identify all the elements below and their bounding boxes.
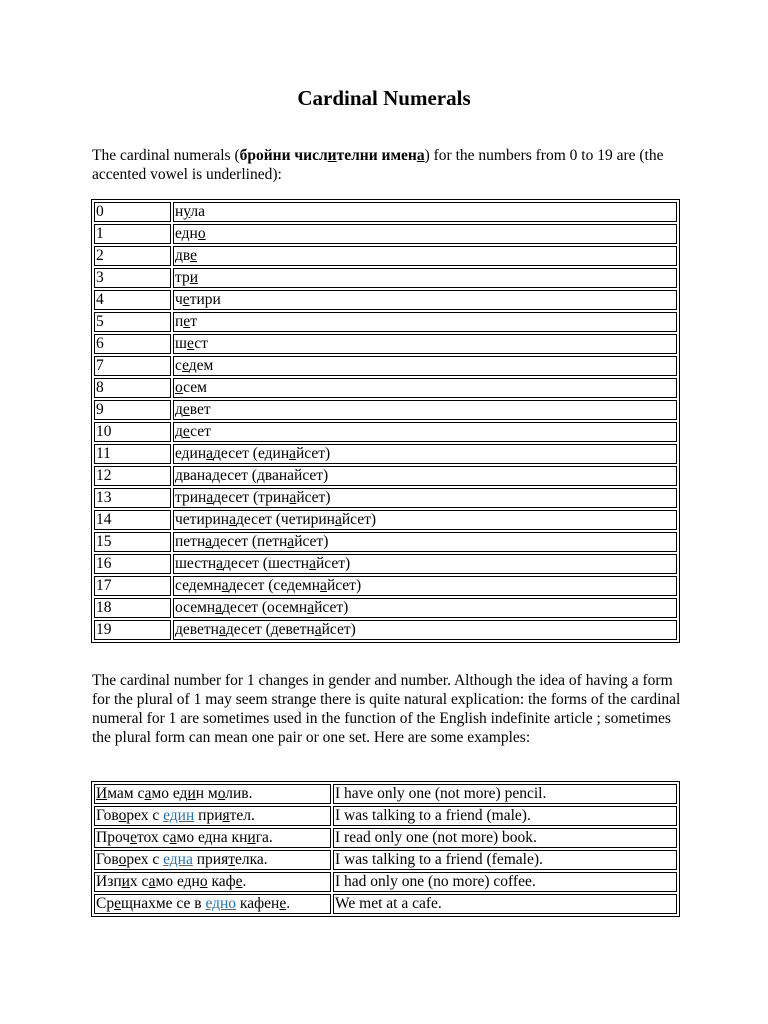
table-row bbox=[94, 828, 677, 848]
table-row bbox=[94, 872, 677, 892]
numeral-word: девет bbox=[173, 400, 677, 420]
numeral-digit: 13 bbox=[94, 488, 171, 508]
numeral-digit: 19 bbox=[94, 620, 171, 640]
numeral-word: едно bbox=[173, 224, 677, 244]
example-english: I had only one (no more) coffee. bbox=[333, 872, 677, 892]
numeral-word: деветнадесет (деветнайсет) bbox=[173, 620, 677, 640]
table-row bbox=[94, 334, 677, 354]
intro-after: ) for the numbers from 0 to 19 are (the accented vowel is underlined): bbox=[92, 147, 664, 183]
table-row bbox=[94, 554, 677, 574]
numeral-digit: 14 bbox=[94, 510, 171, 530]
numeral-word: осемнадесет (осемнайсет) bbox=[173, 598, 677, 618]
example-link[interactable]: едно bbox=[205, 895, 237, 912]
table-row bbox=[94, 510, 677, 530]
table-row bbox=[94, 268, 677, 288]
numerals-table bbox=[91, 199, 680, 643]
example-bulgarian: Имам само един молив. bbox=[94, 784, 331, 804]
numeral-digit: 9 bbox=[94, 400, 171, 420]
numeral-digit: 16 bbox=[94, 554, 171, 574]
numeral-word: осем bbox=[173, 378, 677, 398]
table-row bbox=[94, 894, 677, 914]
numeral-word: четири bbox=[173, 290, 677, 310]
numeral-digit: 3 bbox=[94, 268, 171, 288]
numeral-word: четиринадесет (четиринайсет) bbox=[173, 510, 677, 530]
numeral-word: единадесет (единайсет) bbox=[173, 444, 677, 464]
numeral-digit: 15 bbox=[94, 532, 171, 552]
table-row bbox=[94, 620, 677, 640]
numeral-word: три bbox=[173, 268, 677, 288]
page-title: Cardinal Numerals bbox=[297, 86, 471, 110]
examples-table bbox=[91, 781, 680, 917]
numeral-word: нула bbox=[173, 202, 677, 222]
numeral-word: петнадесет (петнайсет) bbox=[173, 532, 677, 552]
table-row bbox=[94, 488, 677, 508]
numeral-word: седем bbox=[173, 356, 677, 376]
table-row bbox=[94, 444, 677, 464]
table-row bbox=[94, 422, 677, 442]
table-row bbox=[94, 202, 677, 222]
example-bulgarian: Срещнахме се в едно кафене. bbox=[94, 894, 331, 914]
numeral-digit: 17 bbox=[94, 576, 171, 596]
table-row bbox=[94, 806, 677, 826]
example-bulgarian: Прочетох само една книга. bbox=[94, 828, 331, 848]
numeral-word: дванадесет (дванайсет) bbox=[173, 466, 677, 486]
numeral-word: тринадесет (тринайсет) bbox=[173, 488, 677, 508]
numeral-word: десет bbox=[173, 422, 677, 442]
numeral-digit: 1 bbox=[94, 224, 171, 244]
intro-term: бройни числителни имена bbox=[239, 147, 425, 164]
numeral-digit: 4 bbox=[94, 290, 171, 310]
example-bulgarian: Говорех с един приятел. bbox=[94, 806, 331, 826]
table-row bbox=[94, 576, 677, 596]
numeral-digit: 6 bbox=[94, 334, 171, 354]
example-link[interactable]: един bbox=[163, 807, 195, 824]
numeral-word: две bbox=[173, 246, 677, 266]
table-row bbox=[94, 850, 677, 870]
numeral-word: шест bbox=[173, 334, 677, 354]
numeral-word: шестнадесет (шестнайсет) bbox=[173, 554, 677, 574]
example-bulgarian: Изпих само едно кафе. bbox=[94, 872, 331, 892]
table-row bbox=[94, 290, 677, 310]
numeral-digit: 12 bbox=[94, 466, 171, 486]
example-english: I have only one (not more) pencil. bbox=[333, 784, 677, 804]
gender-number-paragraph: The cardinal number for 1 changes in gender and number. Although the idea of having a form for the plural of 1 may seem strange there is quite natural explication: the forms of the cardinal numeral for 1 are sometimes used in the function of the English indefinite article ; sometimes the plural form can mean one pair or one set. Here are some examples: bbox=[92, 672, 681, 746]
numeral-digit: 18 bbox=[94, 598, 171, 618]
example-english: I was talking to a friend (male). bbox=[333, 806, 677, 826]
numeral-digit: 2 bbox=[94, 246, 171, 266]
table-row bbox=[94, 224, 677, 244]
table-row bbox=[94, 246, 677, 266]
table-row bbox=[94, 466, 677, 486]
table-row bbox=[94, 356, 677, 376]
numeral-digit: 5 bbox=[94, 312, 171, 332]
numeral-word: седемнадесет (седемнайсет) bbox=[173, 576, 677, 596]
numeral-digit: 8 bbox=[94, 378, 171, 398]
numeral-digit: 10 bbox=[94, 422, 171, 442]
numeral-digit: 7 bbox=[94, 356, 171, 376]
table-row bbox=[94, 312, 677, 332]
table-row bbox=[94, 400, 677, 420]
intro-before: The cardinal numerals ( bbox=[92, 147, 240, 164]
table-row bbox=[94, 784, 677, 804]
example-english: I was talking to a friend (female). bbox=[333, 850, 677, 870]
intro-paragraph bbox=[92, 146, 692, 184]
numeral-digit: 11 bbox=[94, 444, 171, 464]
example-english: We met at a cafe. bbox=[333, 894, 677, 914]
example-link[interactable]: една bbox=[163, 851, 193, 868]
example-bulgarian: Говорех с една приятелка. bbox=[94, 850, 331, 870]
table-row bbox=[94, 598, 677, 618]
table-row bbox=[94, 378, 677, 398]
numeral-word: пет bbox=[173, 312, 677, 332]
table-row bbox=[94, 532, 677, 552]
example-english: I read only one (not more) book. bbox=[333, 828, 677, 848]
numeral-digit: 0 bbox=[94, 202, 171, 222]
